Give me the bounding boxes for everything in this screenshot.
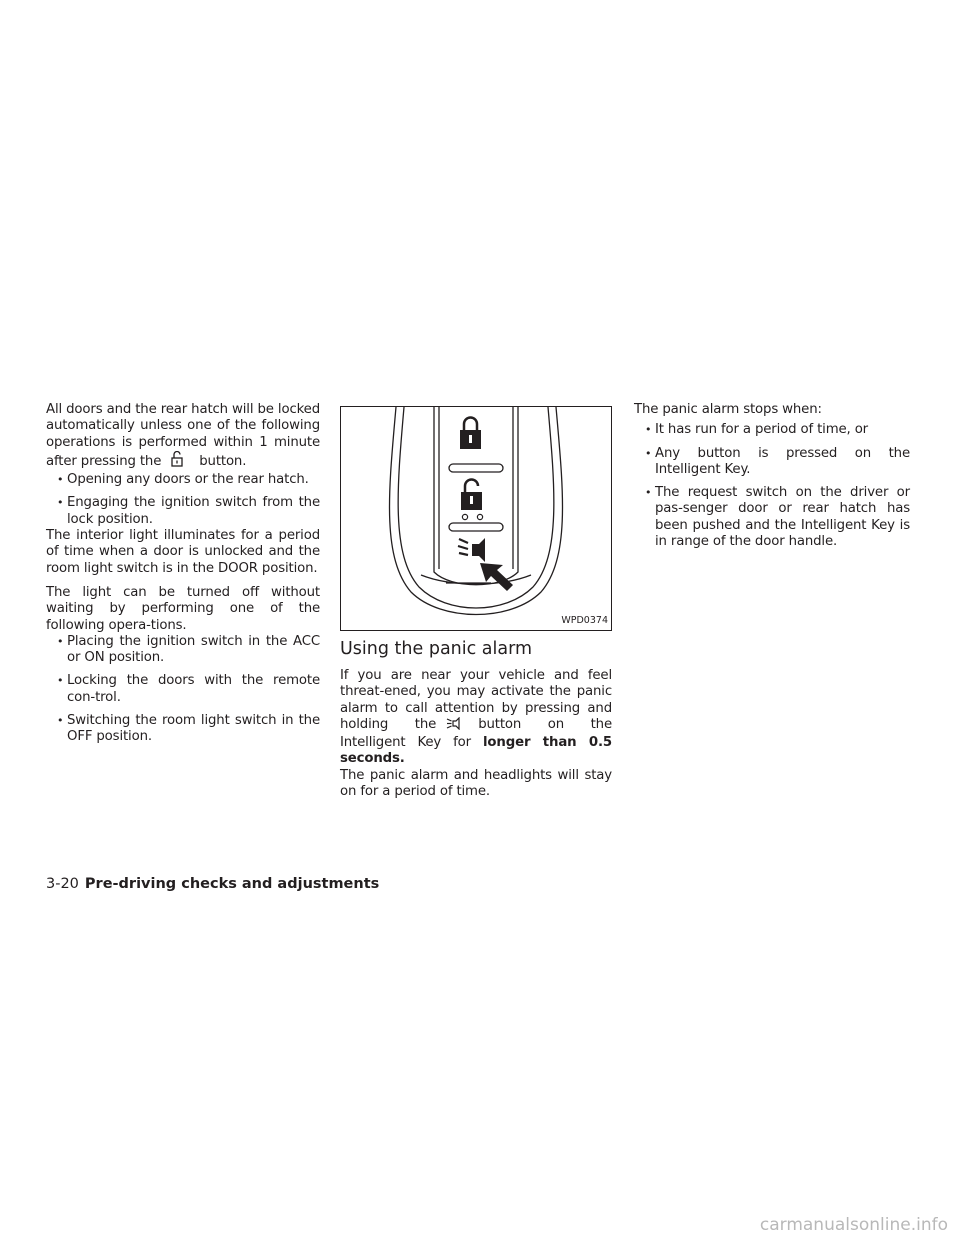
unlock-icon bbox=[461, 480, 483, 520]
list-item: • It has run for a period of time, or bbox=[634, 422, 910, 438]
figure-code: WPD0374 bbox=[561, 614, 608, 626]
panic-paragraph: If you are near your vehicle and feel threat-ened, you may activate the panic alarm to call attention by pressing and holding the button on the Intelligent Key for longer than 0.5 seconds. bbox=[340, 668, 612, 767]
list-item: • Any button is pressed on the Intelligent Key. bbox=[634, 446, 910, 479]
light-off-list bbox=[46, 634, 320, 746]
list-item: • Placing the ignition switch in the ACC or ON position. bbox=[46, 634, 320, 667]
key-fob-illustration bbox=[341, 407, 612, 631]
list-item: • Opening any doors or the rear hatch. bbox=[46, 472, 320, 488]
panic-duration-paragraph: The panic alarm and headlights will stay on for a period of time. bbox=[340, 767, 612, 800]
arrow-pointer bbox=[480, 563, 513, 591]
interior-light-paragraph: The interior light illuminates for a period of time when a door is unlocked and the room light switch is in the DOOR position. bbox=[46, 528, 320, 576]
right-column bbox=[634, 402, 910, 550]
section-heading: Using the panic alarm bbox=[340, 639, 533, 659]
panic-icon bbox=[446, 717, 462, 735]
panic-icon bbox=[458, 538, 485, 562]
unlock-icon bbox=[171, 451, 183, 472]
list-item: • Locking the doors with the remote con-trol. bbox=[46, 673, 320, 706]
list-item: • The request switch on the driver or pas-senger door or rear hatch has been pushed and the Intelligent Key is in range of the door handle. bbox=[634, 485, 910, 550]
key-fob-figure bbox=[340, 406, 612, 631]
left-column bbox=[46, 402, 320, 746]
page-number: 3-20 bbox=[46, 876, 79, 892]
stops-intro: The panic alarm stops when: bbox=[634, 402, 822, 417]
list-item: • Engaging the ignition switch from the lock position. bbox=[46, 495, 320, 528]
lock-icon bbox=[460, 418, 481, 450]
section-title: Pre-driving checks and adjustments bbox=[84, 876, 380, 892]
page-footer bbox=[46, 876, 379, 892]
operations-list bbox=[46, 472, 320, 528]
list-item: • Switching the room light switch in the OFF position. bbox=[46, 713, 320, 746]
intro-paragraph: All doors and the rear hatch will be locked automatically unless one of the following operations is performed within 1 minute after pressing the button. bbox=[46, 402, 320, 472]
watermark: carmanualsonline.info bbox=[759, 1215, 948, 1235]
light-off-paragraph: The light can be turned off without waiting by performing one of the following opera-tions. bbox=[46, 584, 320, 633]
stops-list bbox=[634, 422, 910, 550]
middle-column bbox=[340, 402, 612, 800]
